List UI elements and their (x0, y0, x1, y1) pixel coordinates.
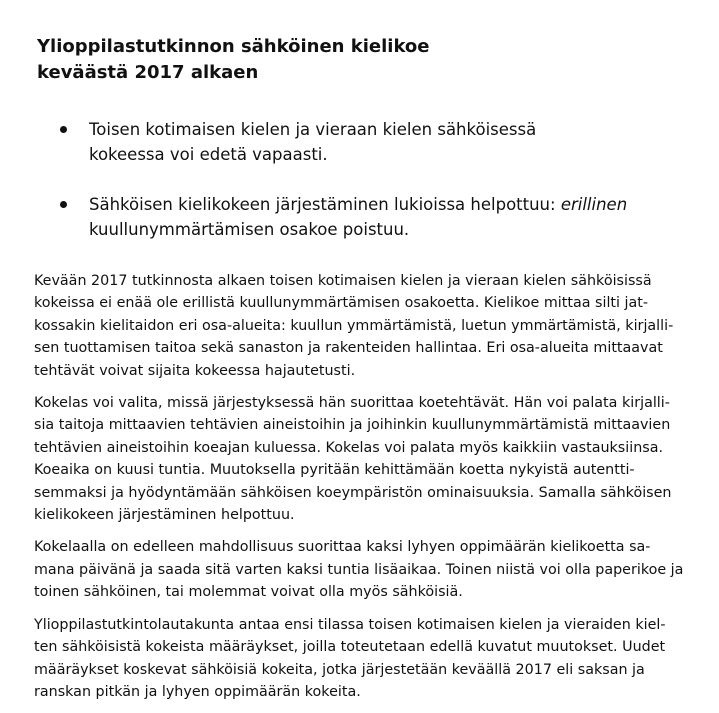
paragraph-line: kielikokeen järjestäminen helpottuu. (34, 507, 295, 524)
bullet-list (60, 117, 680, 267)
bullet-text-line: kokeessa voi edetä vapaasti. (89, 145, 328, 164)
page-title (37, 34, 677, 86)
paragraph-line: Kevään 2017 tutkinnosta alkaen toisen kotimaisen kielen ja vieraan kielen sähköisissä (34, 273, 652, 289)
paragraph (34, 392, 686, 526)
paragraph (34, 270, 686, 382)
paragraph-line: määräykset koskevat sähköisiä kokeita, jotka järjestetään keväällä 2017 eli saksan ja (34, 661, 645, 678)
body-text (34, 270, 686, 713)
bullet-dot-icon (60, 201, 67, 208)
paragraph-line: Kokelaalla on edelleen mahdollisuus suorittaa kaksi lyhyen oppimäärän kielikoetta sa- (34, 539, 651, 556)
bullet-text-line: Toisen kotimaisen kielen ja vieraan kielen sähköisessä (89, 120, 537, 139)
title-line-2: keväästä 2017 alkaen (37, 62, 259, 83)
paragraph-line: sen tuottamisen taitoa sekä sanaston ja rakenteiden hallintaa. Eri osa-alueita mittaavat (34, 340, 663, 357)
paragraph-line: toinen sähköinen, tai molemmat voivat olla myös sähköisiä. (34, 584, 463, 601)
bullet-item (60, 117, 680, 167)
paragraph (34, 536, 686, 603)
paragraph-line: mana päivänä ja saada sitä varten kaksi tuntia lisäaikaa. Toinen niistä voi olla paperikoe ja (34, 561, 684, 578)
bullet-emphasis: erillinen (560, 195, 628, 214)
paragraph-line: tehtävien aineistoihin koeajan kuluessa. Kokelas voi palata myös kaikkiin vastauksiinsa. (34, 439, 664, 456)
paragraph-line: tehtävät voivat sijaita kokeessa hajautetusti. (34, 362, 356, 379)
paragraph-line: Koeaika on kuusi tuntia. Muutoksella pyritään kehittämään koetta nykyistä autentti- (34, 462, 635, 479)
bullet-item (60, 192, 680, 242)
paragraph-line: kossakin kielitaidon eri osa-alueita: kuullun ymmärtämistä, luetun ymmärtämistä, kirjalli- (34, 317, 674, 334)
paragraph-line: sia taitoja mittaavien tehtävien aineistoihin ja joihinkin kuullunymmärtämistä mittaavien (34, 417, 671, 434)
title-line-1: Ylioppilastutkinnon sähköinen kielikoe (37, 36, 430, 57)
paragraph-line: ranskan pitkän ja lyhyen oppimäärän kokeita. (34, 683, 361, 700)
bullet-text-line: kuullunymmärtämisen osakoe poistuu. (89, 220, 410, 239)
paragraph-line: kokeissa ei enää ole erillistä kuullunymmärtämisen osakoetta. Kielikoe mittaa silti jat- (34, 295, 649, 312)
paragraph (34, 614, 686, 704)
bullet-text: Sähköisen kielikokeen järjestäminen lukioissa helpottuu: (89, 195, 556, 214)
bullet-dot-icon (60, 126, 67, 133)
paragraph-line: Ylioppilastutkintolautakunta antaa ensi tilassa toisen kotimaisen kielen ja vieraiden kiel- (34, 616, 666, 633)
paragraph-line: Kokelas voi valita, missä järjestyksessä hän suorittaa koetehtävät. Hän voi palata kirjalli- (34, 395, 670, 412)
paragraph-line: ten sähköisistä kokeista määräykset, joilla toteutetaan edellä kuvatut muutokset. Uudet (34, 639, 666, 656)
bullet-text-line (89, 192, 680, 217)
paragraph-line: semmaksi ja hyödyntämään sähköisen koeympäristön ominaisuuksia. Samalla sähköisen (34, 484, 672, 501)
